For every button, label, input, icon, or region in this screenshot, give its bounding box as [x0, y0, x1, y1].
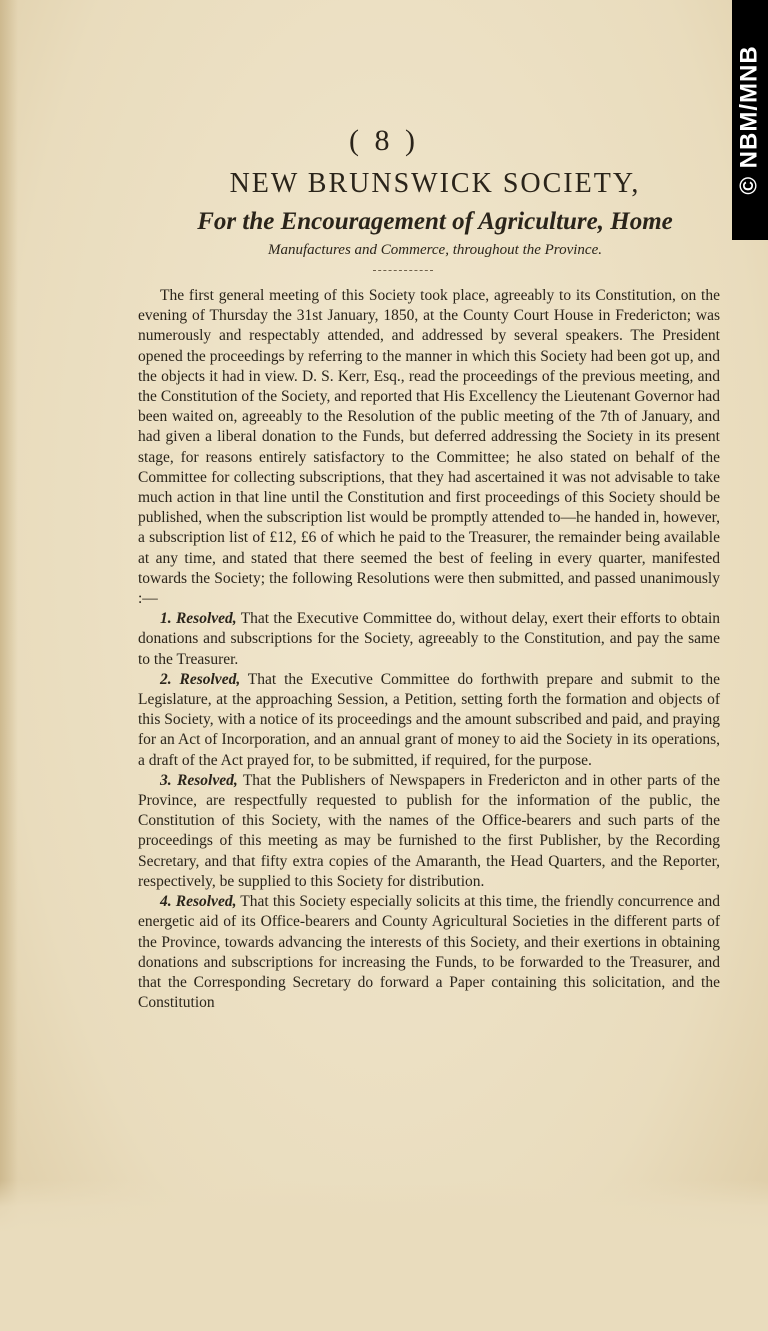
- paragraph-text: The first general meeting of this Society took place, agreeably to its Constitution, on the evening of Thursday the 31st January, 1850, at the County Court House in Fredericton; was numerously and respectably attended, and addressed by several speakers. The President opened the proceedings by referring to the manner in which this Society had been got up, and the objects it had in view. D. S. Kerr, Esq., read the proceedings of the previous meeting, and the Constitution of the Society, and reported that His Excellency the Lieutenant Governor had been waited on, agreeably to the Resolution of the public meeting of the 7th of January, and had given a liberal donation to the Funds, but deferred addressing the Society in its present stage, for reasons entirely satisfactory to the Committee; he also stated on behalf of the Committee for collecting subscriptions, that they had ascertained it was not advisable to take much action in that line until the Constitution and first proceedings of this Society should be published, when the subscription list would be promptly attended to—he handed in, however, a subscription list of £12, £6 of which he paid to the Treasurer, the remainder being available at any time, and stated that there seemed the best of feeling in every quarter, manifested towards the Society; the following Resolutions were then submitted, and passed unanimously :—: [138, 287, 720, 608]
- resolution-text: That the Executive Committee do forthwith prepare and submit to the Legislature, at the approaching Session, a Petition, setting forth the formation and objects of this Society, with a notice of its proceedings and the amount subscribed and paid, and praying for an Act of Incorporation, and an annual grant of money to aid the Society in its operations, a draft of the Act prayed for, to be submitted, if required, for the purpose.: [138, 670, 720, 769]
- resolution-lead: 3. Resolved,: [160, 771, 238, 789]
- resolution-4: [138, 892, 720, 1013]
- page-number: ( 8 ): [349, 124, 419, 157]
- page-edge-shadow: [0, 0, 18, 1331]
- document-title: NEW BRUNSWICK SOCIETY,: [229, 168, 641, 199]
- watermark-text: © NBM/MNB: [736, 45, 763, 195]
- resolution-text: That this Society especially solicits at this time, the friendly concurrence and energetic aid of its Office-bearers and County Agricultural Societies in the different parts of the Province, towards advancing the interests of this Society, and their exertions in obtaining donations and subscriptions for increasing the Funds, to be forwarded to the Treasurer, and that the Corresponding Secretary do forward a Paper containing this solicitation, and the Constitution: [138, 893, 720, 1012]
- dashed-divider: [373, 270, 433, 271]
- resolution-lead: 4. Resolved,: [160, 893, 237, 911]
- resolution-lead: 2. Resolved,: [160, 670, 241, 688]
- document-subtitle-line-2: Manufactures and Commerce, throughout the Province.: [268, 242, 602, 258]
- resolution-3: [138, 771, 720, 892]
- resolution-1: [138, 609, 720, 670]
- paragraph-intro: [138, 286, 720, 609]
- document-subtitle: For the Encouragement of Agriculture, Home: [197, 208, 673, 235]
- resolution-text: That the Executive Committee do, without delay, exert their efforts to obtain donations and subscriptions for the Society, agreeably to the Constitution, and pay the same to the Treasurer.: [138, 610, 720, 668]
- resolution-text: That the Publishers of Newspapers in Fredericton and in other parts of the Province, are respectfully requested to publish for the information of the public, the Constitution of this Society, with the names of the Office-bearers and such parts of the proceedings of this meeting as may be furnished to the first Publisher, by the Recording Secretary, and that fifty extra copies of the Amaranth, the Head Quarters, and the Reporter, respectively, be supplied to this Society for distribution.: [138, 771, 720, 890]
- resolution-2: [138, 670, 720, 771]
- resolution-lead: 1. Resolved,: [160, 610, 237, 628]
- copyright-watermark: [732, 0, 768, 240]
- body-text: [138, 286, 720, 1013]
